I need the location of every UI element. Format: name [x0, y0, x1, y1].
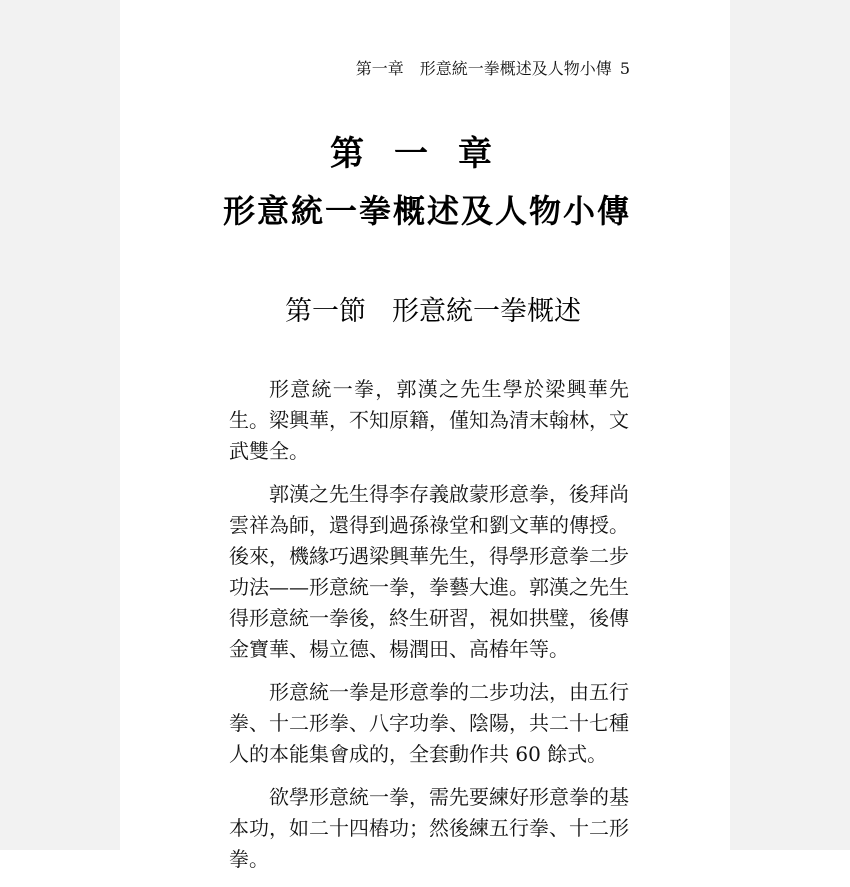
page-number: 5 — [619, 59, 630, 78]
paragraph: 欲學形意統一拳，需先要練好形意拳的基本功，如二十四樁功；然後練五行拳、十二形拳。 — [229, 785, 629, 871]
paragraph: 形意統一拳，郭漢之先生學於梁興華先生。梁興華，不知原籍，僅知為清末翰林，文武雙全。 — [229, 377, 629, 463]
chapter-number: 第一章 — [330, 134, 522, 174]
running-header-title: 第一章 形意統一拳概述及人物小傳 — [355, 59, 612, 78]
section-title: 形意統一拳概述 — [392, 296, 581, 327]
running-header — [330, 56, 630, 79]
scan-margin-left — [0, 0, 120, 850]
chapter-title: 形意統一拳概述及人物小傳 — [222, 192, 631, 230]
section-number: 第一節 — [285, 296, 366, 327]
body-text — [229, 374, 629, 887]
paragraph: 郭漢之先生得李存義啟蒙形意拳，後拜尚雲祥為師，還得到過孫祿堂和劉文華的傳授。後來，機緣巧遇梁興華先生，得學形意拳二步功法——形意統一拳，拳藝大進。郭漢之先生得形意統一拳後，終生研習，視如拱璧，後傳金寶華、楊立德、楊潤田、高椿年等。 — [229, 482, 629, 661]
section-heading — [285, 289, 581, 328]
scan-margin-right — [730, 0, 850, 850]
paragraph: 形意統一拳是形意拳的二步功法，由五行拳、十二形拳、八字功拳、陰陽，共二十七種人的本能集會成的，全套動作共 60 餘式。 — [229, 680, 629, 766]
